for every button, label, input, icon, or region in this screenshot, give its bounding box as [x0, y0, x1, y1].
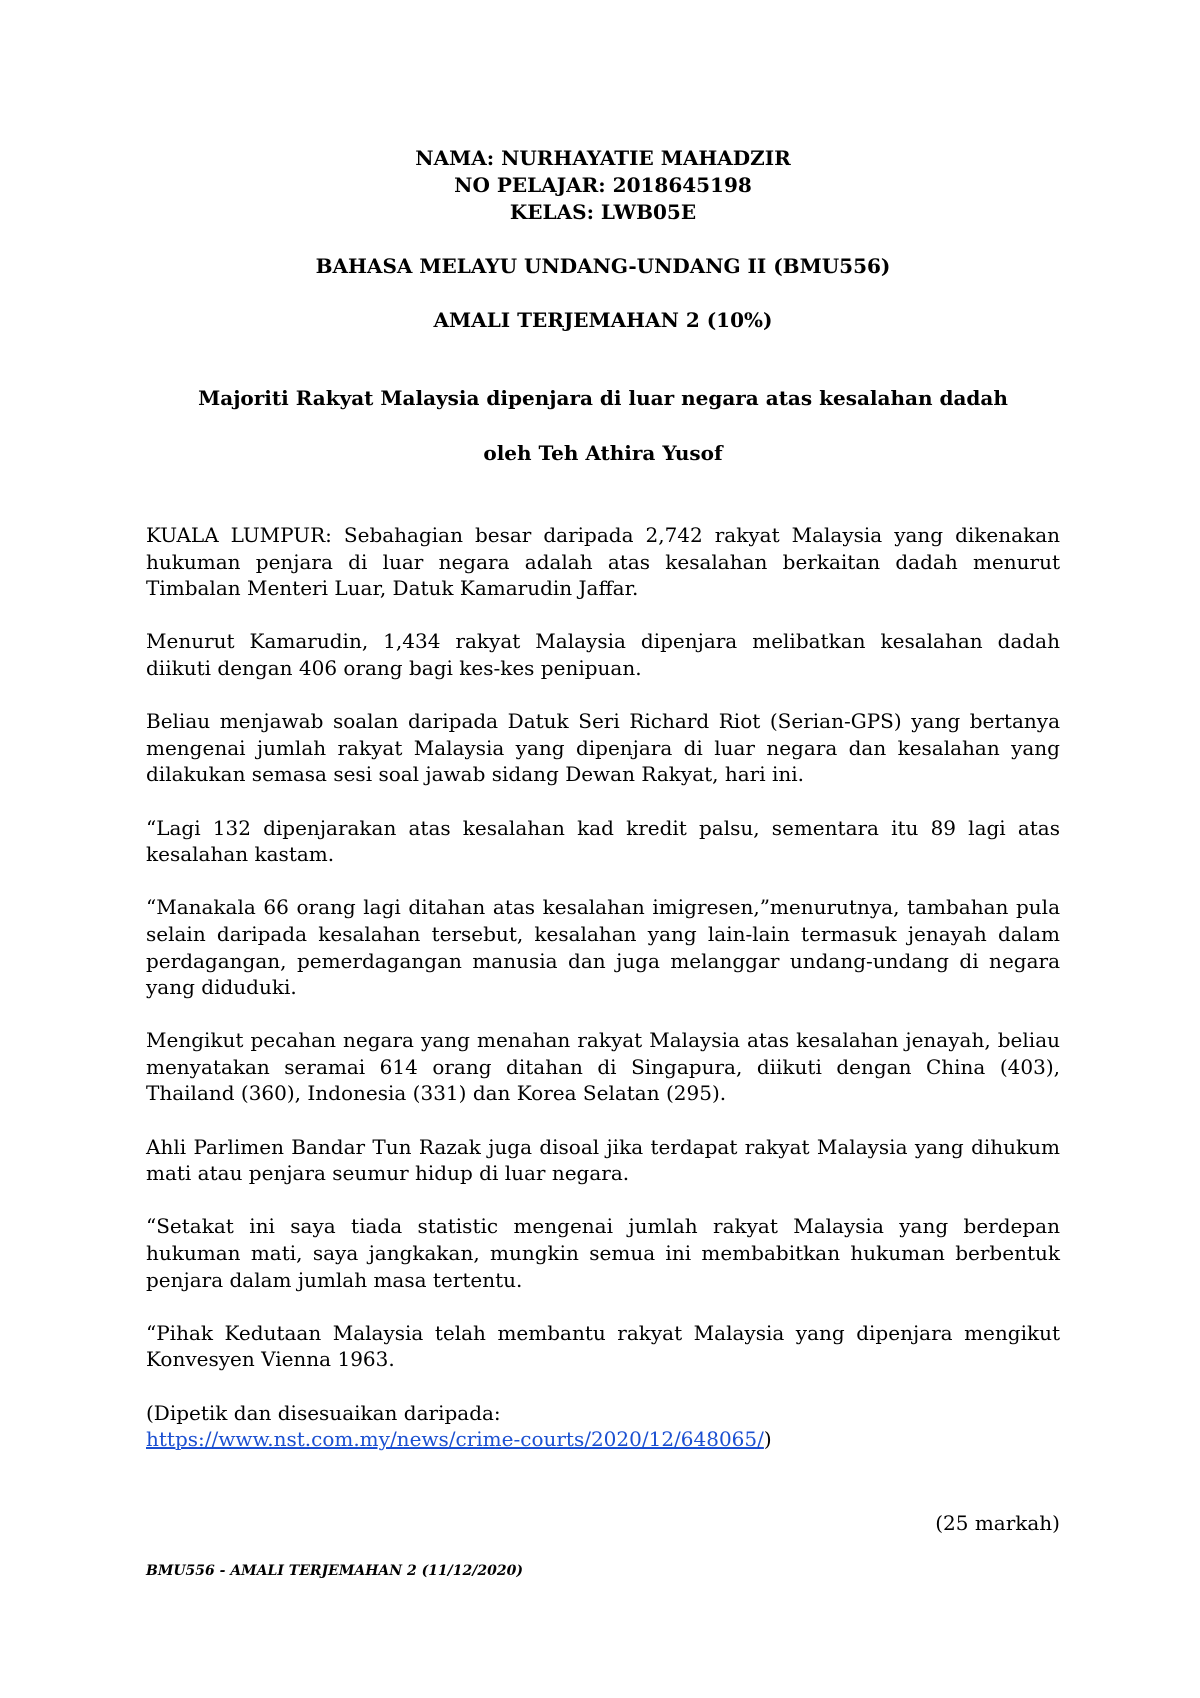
source-citation [146, 1400, 1060, 1453]
source-prefix: (Dipetik dan disesuaikan daripada: [146, 1400, 501, 1425]
article-paragraph: Mengikut pecahan negara yang menahan rakyat Malaysia atas kesalahan jenayah, beliau menyatakan seramai 614 orang ditahan di Singapura, diikuti dengan China (403), Thailand (360), Indonesia (331) dan Korea Selatan (295). [146, 1028, 1060, 1106]
article-byline: oleh Teh Athira Yusof [483, 441, 723, 465]
source-link[interactable]: https://www.nst.com.my/news/crime-courts/2020/12/648065/ [146, 1427, 764, 1452]
student-class: KELAS: LWB05E [509, 200, 697, 224]
article-title: Majoriti Rakyat Malaysia dipenjara di luar negara atas kesalahan dadah [198, 386, 1008, 410]
student-number: NO PELAJAR: 2018645198 [454, 173, 752, 197]
article-paragraph: KUALA LUMPUR: Sebahagian besar daripada 2,742 rakyat Malaysia yang dikenakan hukuman penjara di luar negara adalah atas kesalahan berkaitan dadah menurut Timbalan Menteri Luar, Datuk Kamarudin Jaffar. [146, 523, 1060, 601]
assignment-title: AMALI TERJEMAHAN 2 (10%) [433, 308, 773, 332]
marks-label: (25 markah) [935, 1511, 1060, 1535]
article-paragraph: Ahli Parlimen Bandar Tun Razak juga disoal jika terdapat rakyat Malaysia yang dihukum mati atau penjara seumur hidup di luar negara. [146, 1134, 1060, 1186]
article-paragraph: “Manakala 66 orang lagi ditahan atas kesalahan imigresen,”menurutnya, tambahan pula selain daripada kesalahan tersebut, kesalahan yang lain-lain termasuk jenayah dalam perdagangan, pemerdagangan manusia dan juga melanggar undang-undang di negara yang diduduki. [146, 895, 1060, 1000]
article-paragraph: “Lagi 132 dipenjarakan atas kesalahan kad kredit palsu, sementara itu 89 lagi atas kesalahan kastam. [146, 815, 1060, 867]
student-header [146, 145, 1060, 334]
article-paragraph: “Setakat ini saya tiada statistic mengenai jumlah rakyat Malaysia yang berdepan hukuman mati, saya jangkakan, mungkin semua ini membabitkan hukuman berbentuk penjara dalam jumlah masa tertentu. [146, 1214, 1060, 1292]
article-paragraph: Menurut Kamarudin, 1,434 rakyat Malaysia dipenjara melibatkan kesalahan dadah diikuti dengan 406 orang bagi kes-kes penipuan. [146, 629, 1060, 680]
article-paragraph: Beliau menjawab soalan daripada Datuk Seri Richard Riot (Serian-GPS) yang bertanya mengenai jumlah rakyat Malaysia yang dipenjara di luar negara dan kesalahan yang dilakukan semasa sesi soal jawab sidang Dewan Rakyat, hari ini. [146, 709, 1060, 787]
source-suffix: ) [763, 1427, 772, 1452]
article-paragraph: “Pihak Kedutaan Malaysia telah membantu rakyat Malaysia yang dipenjara mengikut Konvesyen Vienna 1963. [146, 1320, 1060, 1372]
page-footer: BMU556 - AMALI TERJEMAHAN 2 (11/12/2020) [146, 1563, 523, 1579]
course-title: BAHASA MELAYU UNDANG-UNDANG II (BMU556) [315, 254, 891, 278]
article-body [146, 522, 1060, 1479]
student-name: NAMA: NURHAYATIE MAHADZIR [415, 146, 791, 170]
